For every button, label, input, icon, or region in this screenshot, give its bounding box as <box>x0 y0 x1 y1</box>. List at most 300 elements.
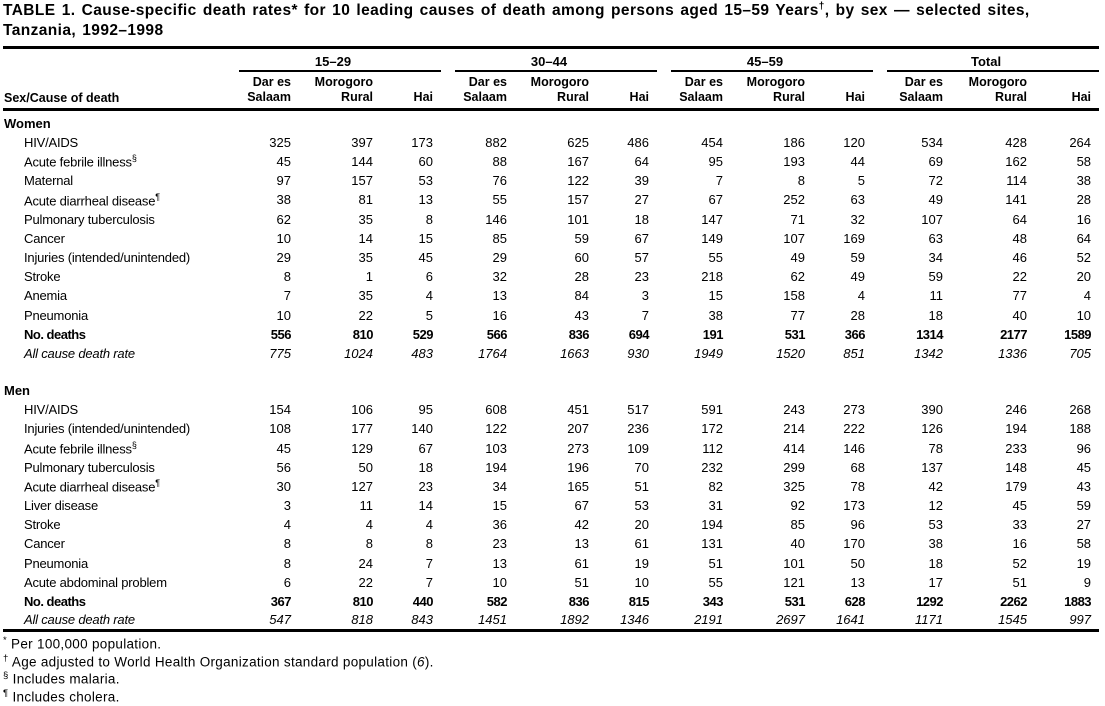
site-column-header: Morogoro Rural <box>731 71 813 110</box>
cell-value: 22 <box>358 574 373 590</box>
column-group-gap <box>657 305 671 324</box>
row-label: All cause death rate <box>24 345 135 361</box>
cell-value: 52 <box>1076 250 1092 265</box>
table-row <box>3 400 1099 419</box>
column-group-gap <box>657 400 671 419</box>
column-group-gap <box>873 190 887 209</box>
site-column-header: Dar es Salaam <box>239 71 299 110</box>
cell-value: 7 <box>283 288 291 304</box>
cell-value: 162 <box>1005 154 1027 170</box>
age-group-header: Total <box>887 48 1099 72</box>
site-column-header: Hai <box>1035 71 1099 110</box>
cell-value: 36 <box>492 517 507 533</box>
cell-value: 243 <box>783 402 805 418</box>
cell-value: 34 <box>492 478 507 494</box>
cell-value: 2177 <box>1000 326 1027 342</box>
column-group-gap <box>873 286 887 305</box>
cell-value: 7 <box>715 173 723 189</box>
table-row <box>3 458 1099 477</box>
column-group-gap <box>873 229 887 248</box>
cell-value: 1545 <box>998 612 1027 628</box>
column-group-gap <box>657 534 671 553</box>
cell-value: 11 <box>359 498 373 514</box>
column-group-gap <box>441 592 455 611</box>
cell-value: 1663 <box>560 345 589 361</box>
cell-value: 84 <box>574 288 589 304</box>
cell-value: 167 <box>567 154 589 170</box>
cell-value: 177 <box>351 421 373 437</box>
column-group-gap <box>441 515 455 534</box>
cell-value: 15 <box>418 230 433 246</box>
cell-value: 76 <box>492 173 507 189</box>
cell-value: 23 <box>418 478 433 494</box>
cell-value: 106 <box>351 402 373 418</box>
cell-value: 4 <box>857 288 865 304</box>
cell-value: 146 <box>485 211 507 227</box>
cell-value: 122 <box>485 421 507 437</box>
column-group-gap <box>441 325 455 344</box>
table-row <box>3 190 1099 209</box>
cell-value: 120 <box>843 134 865 150</box>
cell-value: 35 <box>358 288 373 304</box>
cell-value: 77 <box>1012 288 1027 304</box>
cell-value: 127 <box>351 478 373 494</box>
cell-value: 273 <box>567 440 589 456</box>
cell-value: 1024 <box>344 345 373 361</box>
site-column-header: Hai <box>813 71 873 110</box>
cell-value: 194 <box>485 459 507 475</box>
cell-value: 43 <box>1076 478 1092 494</box>
cell-value: 22 <box>1012 269 1027 285</box>
cell-value: 46 <box>1012 250 1027 265</box>
age-group-header: 15–29 <box>239 48 441 72</box>
cell-value: 810 <box>352 326 373 342</box>
table-row <box>3 248 1099 267</box>
cell-value: 264 <box>1069 134 1092 150</box>
table-row <box>3 344 1099 363</box>
row-label: Pulmonary tuberculosis <box>24 211 155 227</box>
cell-value: 13 <box>850 574 865 590</box>
row-label: HIV/AIDS <box>24 402 79 418</box>
cell-value: 18 <box>634 211 649 227</box>
column-group-gap <box>873 133 887 152</box>
column-group-gap <box>657 592 671 611</box>
cell-value: 14 <box>418 498 433 514</box>
cell-value: 10 <box>634 574 649 590</box>
site-column-header: Dar es Salaam <box>887 71 951 110</box>
column-group-gap <box>441 229 455 248</box>
column-group-gap <box>441 267 455 286</box>
table-body <box>3 110 1099 631</box>
footnote-marker: § <box>131 153 137 164</box>
cell-value: 3 <box>641 288 649 304</box>
column-group-gap <box>873 477 887 496</box>
cell-value: 38 <box>708 307 723 323</box>
column-group-gap <box>657 554 671 573</box>
cell-value: 169 <box>843 230 865 246</box>
column-group-gap <box>441 438 455 457</box>
cell-value: 10 <box>1076 307 1092 323</box>
cell-value: 33 <box>1012 517 1027 533</box>
cell-value: 8 <box>425 536 433 552</box>
column-group-gap <box>873 344 887 363</box>
cell-value: 22 <box>358 307 373 323</box>
column-group-gap <box>441 400 455 419</box>
cell-value: 218 <box>701 269 723 285</box>
cell-value: 233 <box>1005 440 1027 456</box>
column-group-gap <box>441 611 455 630</box>
cell-value: 13 <box>492 555 507 571</box>
cell-value: 34 <box>928 250 943 265</box>
cell-value: 531 <box>784 326 805 342</box>
cell-value: 8 <box>283 555 291 571</box>
cell-value: 8 <box>283 536 291 552</box>
cell-value: 1520 <box>776 345 805 361</box>
cell-value: 52 <box>1012 555 1027 571</box>
column-group-gap <box>441 458 455 477</box>
cell-value: 451 <box>567 402 589 418</box>
cell-value: 92 <box>790 498 805 514</box>
table-row <box>3 419 1099 438</box>
cell-value: 705 <box>1069 345 1092 361</box>
table-title-text: TABLE 1. Cause-specific death rates* for 10 leading causes of death among persons aged 15–59 Years <box>3 2 819 19</box>
cell-value: 556 <box>270 326 291 342</box>
row-label: Injuries (intended/unintended) <box>24 250 191 265</box>
cell-value: 194 <box>701 517 723 533</box>
cell-value: 4 <box>425 517 433 533</box>
row-label: Stroke <box>24 517 61 533</box>
cell-value: 165 <box>567 478 589 494</box>
cell-value: 486 <box>627 134 649 150</box>
cell-value: 35 <box>358 211 373 227</box>
cell-value: 53 <box>418 173 433 189</box>
cell-value: 343 <box>702 594 723 609</box>
cell-value: 126 <box>921 421 943 437</box>
row-label: Acute febrile illness§ <box>24 153 137 170</box>
table-header <box>3 48 1099 110</box>
row-label: Pneumonia <box>24 555 88 571</box>
table-row <box>3 133 1099 152</box>
cell-value: 534 <box>921 134 943 150</box>
column-group-gap <box>657 210 671 229</box>
column-group-gap <box>873 400 887 419</box>
column-group-gap <box>657 286 671 305</box>
cell-value: 44 <box>850 154 865 170</box>
cell-value: 7 <box>425 555 433 571</box>
footnote-line: † Age adjusted to World Health Organization standard population (6). <box>3 652 434 670</box>
cell-value: 82 <box>708 478 723 494</box>
cell-value: 42 <box>928 478 943 494</box>
cell-value: 32 <box>850 211 865 227</box>
cell-value: 63 <box>928 230 943 246</box>
cell-value: 16 <box>492 307 507 323</box>
site-column-header: Morogoro Rural <box>951 71 1035 110</box>
cell-value: 121 <box>783 574 805 590</box>
table-title <box>3 1 1099 41</box>
cell-value: 23 <box>634 269 649 285</box>
header-group-spacer <box>657 48 671 110</box>
column-group-gap <box>441 554 455 573</box>
footnotes <box>3 635 1099 706</box>
cell-value: 114 <box>1006 173 1027 189</box>
table-row <box>3 496 1099 515</box>
cell-value: 325 <box>269 134 291 150</box>
cell-value: 51 <box>634 478 649 494</box>
cell-value: 836 <box>568 326 589 342</box>
column-group-gap <box>657 190 671 209</box>
cell-value: 59 <box>1076 498 1092 514</box>
cell-value: 15 <box>708 288 723 304</box>
cell-value: 55 <box>708 250 723 265</box>
age-group-header: 45–59 <box>671 48 873 72</box>
footnote-symbol: † <box>3 652 9 664</box>
cell-value: 48 <box>1012 230 1027 246</box>
row-label: Cancer <box>24 230 65 246</box>
column-group-gap <box>441 305 455 324</box>
column-header-sex-cause-of-death: Sex/Cause of death <box>3 48 239 110</box>
table-row <box>3 267 1099 286</box>
cell-value: 28 <box>850 307 865 323</box>
cell-value: 27 <box>634 192 649 208</box>
column-group-gap <box>657 325 671 344</box>
cell-value: 71 <box>790 211 805 227</box>
cell-value: 843 <box>411 612 433 628</box>
cell-value: 69 <box>928 154 943 170</box>
column-group-gap <box>657 344 671 363</box>
cell-value: 1314 <box>916 326 943 342</box>
cell-value: 8 <box>797 173 805 189</box>
column-group-gap <box>873 419 887 438</box>
cell-value: 18 <box>418 459 433 475</box>
cell-value: 24 <box>358 555 373 571</box>
footnote-marker: § <box>131 439 137 450</box>
age-group-header: 30–44 <box>455 48 657 72</box>
cell-value: 173 <box>843 498 865 514</box>
row-label: Anemia <box>24 288 67 304</box>
column-group-gap <box>657 458 671 477</box>
cell-value: 144 <box>351 154 373 170</box>
column-group-gap <box>657 152 671 171</box>
cell-value: 1892 <box>560 612 589 628</box>
cell-value: 78 <box>928 440 943 456</box>
column-group-gap <box>441 171 455 190</box>
column-group-gap <box>441 573 455 592</box>
table-row <box>3 438 1099 457</box>
cell-value: 39 <box>634 173 649 189</box>
column-group-gap <box>657 248 671 267</box>
cell-value: 38 <box>276 192 291 208</box>
cell-value: 29 <box>492 250 507 265</box>
cell-value: 4 <box>1083 288 1092 304</box>
cell-value: 107 <box>783 230 805 246</box>
cell-value: 14 <box>358 230 373 246</box>
cell-value: 268 <box>1069 402 1092 418</box>
site-column-header: Dar es Salaam <box>671 71 731 110</box>
cell-value: 59 <box>574 230 589 246</box>
column-group-gap <box>873 171 887 190</box>
cell-value: 122 <box>567 173 589 189</box>
column-group-gap <box>657 515 671 534</box>
cell-value: 53 <box>928 517 943 533</box>
row-label: Injuries (intended/unintended) <box>24 421 191 437</box>
cell-value: 4 <box>365 517 373 533</box>
cell-value: 188 <box>1069 421 1092 437</box>
column-group-gap <box>441 286 455 305</box>
cell-value: 483 <box>411 345 433 361</box>
cell-value: 157 <box>567 192 589 208</box>
cell-value: 50 <box>358 459 373 475</box>
cell-value: 170 <box>843 536 865 552</box>
cell-value: 5 <box>857 173 865 189</box>
cell-value: 1764 <box>478 345 507 361</box>
cell-value: 45 <box>1076 459 1092 475</box>
cell-value: 566 <box>486 326 507 342</box>
cell-value: 137 <box>921 459 943 475</box>
cell-value: 95 <box>418 402 433 418</box>
cell-value: 67 <box>634 230 649 246</box>
cell-value: 85 <box>790 517 805 533</box>
cell-value: 45 <box>1012 498 1027 514</box>
cell-value: 103 <box>485 440 507 456</box>
footnote-marker: ¶ <box>155 191 160 202</box>
cell-value: 67 <box>708 192 723 208</box>
row-label: Liver disease <box>24 498 98 514</box>
cell-value: 61 <box>574 555 589 571</box>
cell-value: 997 <box>1069 612 1092 628</box>
table-row <box>3 515 1099 534</box>
cell-value: 131 <box>701 536 723 552</box>
cell-value: 246 <box>1005 402 1027 418</box>
column-group-gap <box>873 611 887 630</box>
cell-value: 70 <box>634 459 649 475</box>
cell-value: 2697 <box>776 612 805 628</box>
cell-value: 628 <box>844 594 865 609</box>
table-row <box>3 286 1099 305</box>
cell-value: 625 <box>567 134 589 150</box>
cell-value: 45 <box>276 154 291 170</box>
cell-value: 252 <box>783 192 805 208</box>
column-group-gap <box>873 325 887 344</box>
column-group-gap <box>657 573 671 592</box>
cell-value: 179 <box>1005 478 1027 494</box>
row-label: No. deaths <box>24 326 86 342</box>
cell-value: 222 <box>843 421 865 437</box>
cell-value: 158 <box>783 288 805 304</box>
footnote-symbol: * <box>3 634 7 646</box>
cell-value: 17 <box>928 574 943 590</box>
cell-value: 2191 <box>694 612 723 628</box>
column-group-gap <box>873 573 887 592</box>
column-group-gap <box>873 534 887 553</box>
column-group-gap <box>873 458 887 477</box>
cell-value: 29 <box>276 250 291 265</box>
footnote-reference-number: 6 <box>417 654 425 670</box>
cell-value: 9 <box>1083 574 1092 590</box>
cell-value: 64 <box>1076 230 1092 246</box>
cell-value: 1589 <box>1064 326 1092 342</box>
footnote-symbol: § <box>3 670 9 682</box>
cell-value: 1949 <box>694 345 723 361</box>
cell-value: 38 <box>1076 173 1092 189</box>
cell-value: 32 <box>492 269 507 285</box>
cell-value: 64 <box>1012 211 1027 227</box>
cell-value: 51 <box>708 555 723 571</box>
table-title-text-cont: , by sex — selected sites, Tanzania, 1992–1998 <box>3 2 1030 40</box>
cell-value: 1292 <box>916 594 943 609</box>
cell-value: 1342 <box>914 345 943 361</box>
cell-value: 810 <box>352 594 373 609</box>
column-group-gap <box>657 171 671 190</box>
cell-value: 149 <box>701 230 723 246</box>
row-label: Acute diarrheal disease¶ <box>24 478 160 495</box>
cell-value: 3 <box>283 498 291 514</box>
cell-value: 45 <box>418 250 433 265</box>
cell-value: 4 <box>425 288 433 304</box>
cell-value: 4 <box>283 517 291 533</box>
section-label: Women <box>4 115 51 131</box>
column-group-gap <box>441 344 455 363</box>
cell-value: 67 <box>418 440 433 456</box>
row-label: Acute abdominal problem <box>24 574 167 590</box>
cell-value: 56 <box>276 459 291 475</box>
cell-value: 63 <box>850 192 865 208</box>
cell-value: 64 <box>634 154 649 170</box>
cell-value: 45 <box>276 440 291 456</box>
column-group-gap <box>657 419 671 438</box>
cell-value: 43 <box>574 307 589 323</box>
cell-value: 18 <box>928 555 943 571</box>
cell-value: 58 <box>1076 154 1092 170</box>
cell-value: 101 <box>567 211 589 227</box>
cell-value: 775 <box>269 345 291 361</box>
cell-value: 8 <box>425 211 433 227</box>
cell-value: 55 <box>708 574 723 590</box>
cell-value: 440 <box>412 594 433 609</box>
cell-value: 851 <box>843 345 865 361</box>
site-column-header: Morogoro Rural <box>299 71 381 110</box>
cell-value: 60 <box>418 154 433 170</box>
column-group-gap <box>441 190 455 209</box>
cell-value: 38 <box>928 536 943 552</box>
cell-value: 818 <box>351 612 373 628</box>
cell-value: 10 <box>276 307 291 323</box>
cell-value: 428 <box>1005 134 1027 150</box>
cell-value: 172 <box>701 421 723 437</box>
cell-value: 232 <box>701 459 723 475</box>
row-label: Acute diarrheal disease¶ <box>24 191 160 209</box>
row-label: Stroke <box>24 269 61 285</box>
cell-value: 214 <box>783 421 805 437</box>
cell-value: 582 <box>486 594 507 609</box>
footnote-line: ¶ Includes cholera. <box>3 688 120 705</box>
cell-value: 19 <box>1076 555 1092 571</box>
table-row <box>3 305 1099 324</box>
cell-value: 608 <box>485 402 507 418</box>
cell-value: 95 <box>708 154 723 170</box>
cell-value: 49 <box>928 192 943 208</box>
death-rates-table <box>3 46 1099 632</box>
row-label: Pneumonia <box>24 307 88 323</box>
cell-value: 882 <box>485 134 507 150</box>
cell-value: 67 <box>574 498 589 514</box>
cell-value: 15 <box>492 498 507 514</box>
site-column-header: Morogoro Rural <box>515 71 597 110</box>
footnote-symbol: ¶ <box>3 688 9 700</box>
column-group-gap <box>657 267 671 286</box>
row-label: Acute febrile illness§ <box>24 439 137 457</box>
cell-value: 2262 <box>1000 594 1027 609</box>
column-group-gap <box>657 496 671 515</box>
